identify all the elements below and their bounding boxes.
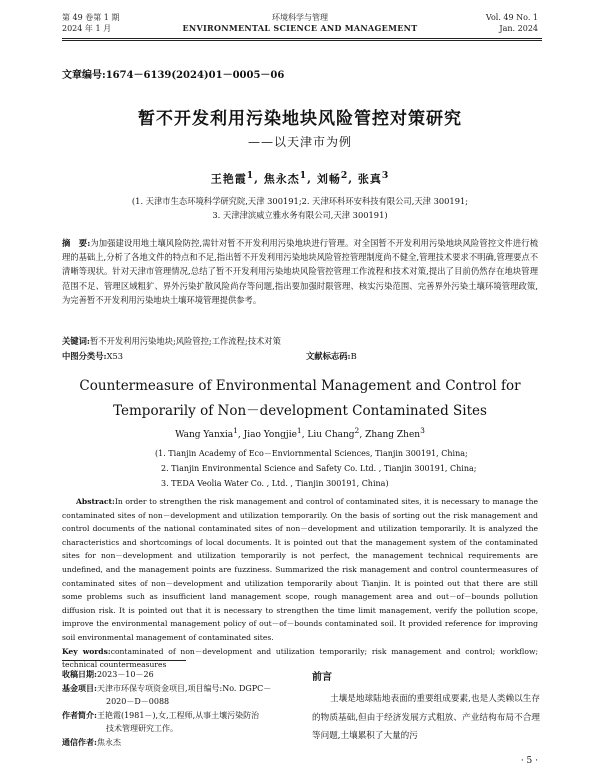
author-affiliation-mark: 1 (299, 170, 308, 181)
abstract-text-zh: 为加强建设用地土壤风险防控,需针对暂不开发利用污染地块进行管理。对全国暂不开发利用污染地块风险管控文件进行梳理的基础上,分析了各地文件的特点和不足,指出暂不开发利用污染地块风险管控管理制度尚不健全,管理技术要求不明确,管理要点不清晰等现状。针对天津市管理情况,总结了暂不开发利用污染地块风险管控管理工作流程和技术对策,提出了目前仍然存在地块管理范围不足、管理区域粗犷、界外污染扩散风险尚存等问题,指出要加强时限管理、核实污染范围、完善界外污染土壤环境管理政策,为完善暂不开发利用污染地块土壤环境管理提供参考。 (62, 238, 538, 305)
affiliations-en (155, 446, 476, 491)
author-affiliation-mark: 1 (296, 426, 302, 435)
paper-subtitle-zh: ——以天津市为例 (247, 135, 352, 149)
keywords-text-zh: 暂不开发利用污染地块;风险管控;工作流程;技术对策 (89, 336, 281, 346)
paper-title-en-line: Temporarily of Non－development Contaminated Sites (113, 403, 487, 419)
author-list-en: Wang Yanxia$^1$, Jiao Yongjie$^1$, Liu Chang$^2$, Zhang Zhen$^3$ (175, 426, 425, 440)
author-name-en: Liu Chang (307, 430, 355, 440)
body-paragraph: 土壤是地球陆地表面的重要组成要素,也是人类赖以生存的物质基础,但由于经济发展方式粗放、产业结构布局不合理等问题,土壤累积了大量的污 (312, 694, 540, 741)
page-number: · 5 · (520, 756, 538, 766)
author-bio-cont: 技术管理研究工作。 (106, 724, 178, 734)
affiliations-zh (0, 194, 600, 222)
author-name-en: Jiao Yongjie (243, 430, 297, 440)
document-code (306, 350, 357, 362)
classification-line (62, 350, 538, 362)
journal-name-en: ENVIRONMENTAL SCIENCE AND MANAGEMENT (182, 23, 418, 33)
fund-label: 基金项目: (62, 682, 97, 693)
paper-title-en-line: Countermeasure of Environmental Management and Control for (79, 378, 521, 394)
author-name: 张真 (357, 172, 382, 186)
doc-code-value: B (350, 351, 357, 361)
header-rule (62, 38, 542, 39)
received-value: 2023－10－26 (96, 670, 154, 679)
affiliation-line-en: 2. Tianjin Environmental Science and Safety Co. Ltd. , Tianjin 300191, China; (161, 464, 477, 473)
paper-title-zh: 暂不开发利用污染地块风险管控对策研究 (138, 109, 462, 129)
author-name-en: Wang Yanxia (175, 430, 234, 440)
corresponding-value: 焦永杰 (96, 737, 121, 747)
fund-value-cont: 2020－D－0088 (106, 697, 170, 707)
author-name: 刘畅 (316, 172, 341, 186)
author-affiliation-mark: 3 (420, 426, 425, 435)
author-affiliation-mark: 2 (354, 426, 360, 435)
corresponding-author (62, 736, 294, 750)
volume-issue: 第 49 卷第 1 期 (62, 13, 120, 22)
keywords-label-zh: 关键词: (62, 336, 90, 346)
volume-issue-en: Vol. 49 No. 1 (485, 13, 538, 22)
author-name: 焦永杰 (263, 172, 300, 186)
doc-code-label: 文献标志码: (306, 351, 351, 361)
issue-date-en: Jan. 2024 (499, 24, 538, 33)
author-name: 王艳霞 (210, 172, 247, 186)
clc-label: 中图分类号: (62, 351, 107, 361)
issue-date: 2024 年 1 月 (62, 24, 112, 33)
author-bio-value: 王艳霞(1981－),女,工程师,从事土壤污染防治 (96, 710, 260, 720)
abstract-label-en: Abstract: (76, 497, 115, 506)
keywords-text-en: contaminated of non－development and utilization temporarily; risk management and control; workflow; technical countermeasures (62, 646, 538, 670)
journal-issue-info-en (486, 12, 538, 34)
abstract-label-zh: 摘 要: (62, 238, 91, 248)
author-affiliation-mark: 2 (340, 170, 349, 181)
corresponding-label: 通信作者: (62, 736, 97, 747)
fund-value: 天津市环保专项资金项目,项目编号:No. DGPC－ (96, 683, 272, 693)
journal-name-zh: 环境科学与管理 (272, 13, 328, 22)
footnote-rule (62, 660, 186, 661)
abstract-text-en: In order to strengthen the risk management and control of contaminated sites, it is necessary to manage the contaminated sites of non－development and utilization temporarily. On the basis of sorting out the risk management and control documents of the national contaminated sites of non－development and utilization temporarily. It is analyzed the characteristics and shortcomings of local documents. It is pointed out that the management system of the contaminated sites for non－development and utilization temporarily is not perfect, the management technical requirements are undefined, and the management points are fuzziness. Summarized the risk management and control countermeasures of contaminated sites of non－development and utilization temporarily about Tianjin. It is pointed out that there are still some problems such as insufficient land management scope, rough management area and out－of－bounds pollution diffusion risk. It is pointed out that it is necessary to strengthen the time limit management, verify the pollution scope, improve the environmental management policy of out－of－bounds contaminated soil. It provided reference for improving soil environmental management of contaminated sites. (62, 497, 538, 642)
author-name-en: Zhang Zhen (365, 430, 421, 440)
author-affiliation-mark: 1 (246, 170, 255, 181)
article-number: 文章编号:1674－6139(2024)01－0005－06 (62, 70, 285, 81)
abstract-zh (62, 236, 538, 307)
author-affiliation-mark: 1 (233, 426, 238, 435)
paper-title-en (0, 374, 600, 424)
author-affiliation-mark: 3 (381, 170, 390, 181)
abstract-en (62, 495, 538, 672)
clc-value: X53 (106, 351, 124, 361)
author-list-zh: 王艳霞$^1$, 焦永杰$^1$, 刘畅$^2$, 张真$^3$ (210, 170, 390, 186)
author-bio-label: 作者简介: (62, 709, 97, 720)
fund-project (62, 682, 294, 696)
footnotes (62, 668, 294, 750)
header-rule-thin (62, 40, 542, 41)
affiliation-line: 3. 天津津滨威立雅水务有限公司,天津 300191) (212, 210, 388, 220)
author-bio (62, 709, 294, 723)
section-heading: 前言 (312, 672, 332, 683)
keywords-label-en: Key words: (62, 646, 111, 656)
affiliation-line-en: 3. TEDA Veolia Water Co. , Ltd. , Tianjin 300191, China) (161, 479, 389, 488)
received-label: 收稿日期: (62, 669, 97, 679)
keywords-zh (62, 335, 538, 347)
affiliation-line-en: (1. Tianjin Academy of Eco－Enviornmental Sciences, Tianjin 300191, China; (155, 449, 468, 458)
received-date (62, 668, 294, 682)
affiliation-line: (1. 天津市生态环境科学研究院,天津 300191;2. 天津环科环安科技有限公司,天津 300191; (131, 196, 469, 206)
